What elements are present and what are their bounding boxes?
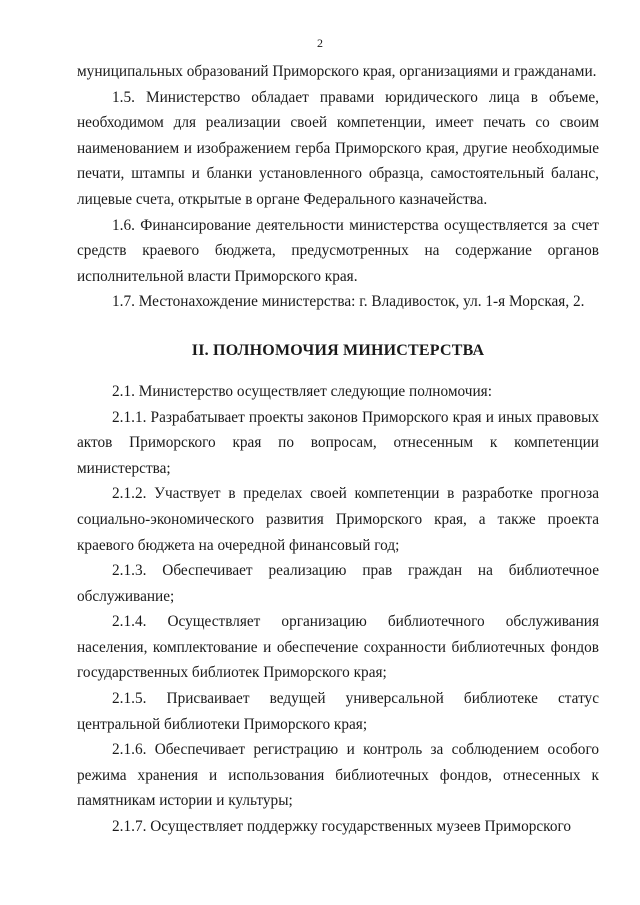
paragraph-continuation: муниципальных образований Приморского края, организациями и гражданами. — [77, 63, 597, 80]
paragraph-2-1-4: 2.1.4. Осуществляет организацию библиотечного обслуживания населения, комплектование и обеспечение сохранности библиотечных фондов государственных библиотек Приморского края; — [77, 613, 599, 682]
paragraph-1-7: 1.7. Местонахождение министерства: г. Владивосток, ул. 1-я Морская, 2. — [112, 293, 585, 311]
section-heading: II. ПОЛНОМОЧИЯ МИНИСТЕРСТВА — [191, 341, 485, 359]
paragraph-2-1-1: 2.1.1. Разрабатывает проекты законов Приморского края и иных правовых актов Приморского края по вопросам, отнесенным к компетенции министерства; — [77, 408, 599, 477]
paragraph-1-6: 1.6. Финансирование деятельности министерства осуществляется за счет средств краевого бюджета, предусмотренных на содержание органов исполнительной власти Приморского края. — [77, 216, 599, 285]
paragraph-2-1-5: 2.1.5. Присваивает ведущей универсальной библиотеке статус центральной библиотеки Приморского края; — [77, 690, 599, 733]
paragraph-2-1-6: 2.1.6. Обеспечивает регистрацию и контроль за соблюдением особого режима хранения и использования библиотечных фондов, отнесенных к памятникам истории и культуры; — [77, 741, 599, 810]
paragraph-2-1-3: 2.1.3. Обеспечивает реализацию прав граждан на библиотечное обслуживание; — [77, 562, 599, 605]
document-body — [77, 59, 599, 840]
paragraph-1-5: 1.5. Министерство обладает правами юридического лица в объеме, необходимом для реализации своей компетенции, имеет печать со своим наименованием и изображением герба Приморского края, другие необходимые печати, штампы и бланки установленного образца, самостоятельный баланс, лицевые счета, открытые в органе Федерального казначейства. — [77, 88, 599, 208]
paragraph-2-1-2: 2.1.2. Участвует в пределах своей компетенции в разработке прогноза социально-экономического развития Приморского края, а также проекта краевого бюджета на очередной финансовый год; — [77, 485, 599, 554]
page-number: 2 — [317, 36, 323, 50]
paragraph-2-1: 2.1. Министерство осуществляет следующие полномочия: — [112, 382, 492, 400]
paragraph-2-1-7: 2.1.7. Осуществляет поддержку государственных музеев Приморского — [112, 818, 572, 836]
